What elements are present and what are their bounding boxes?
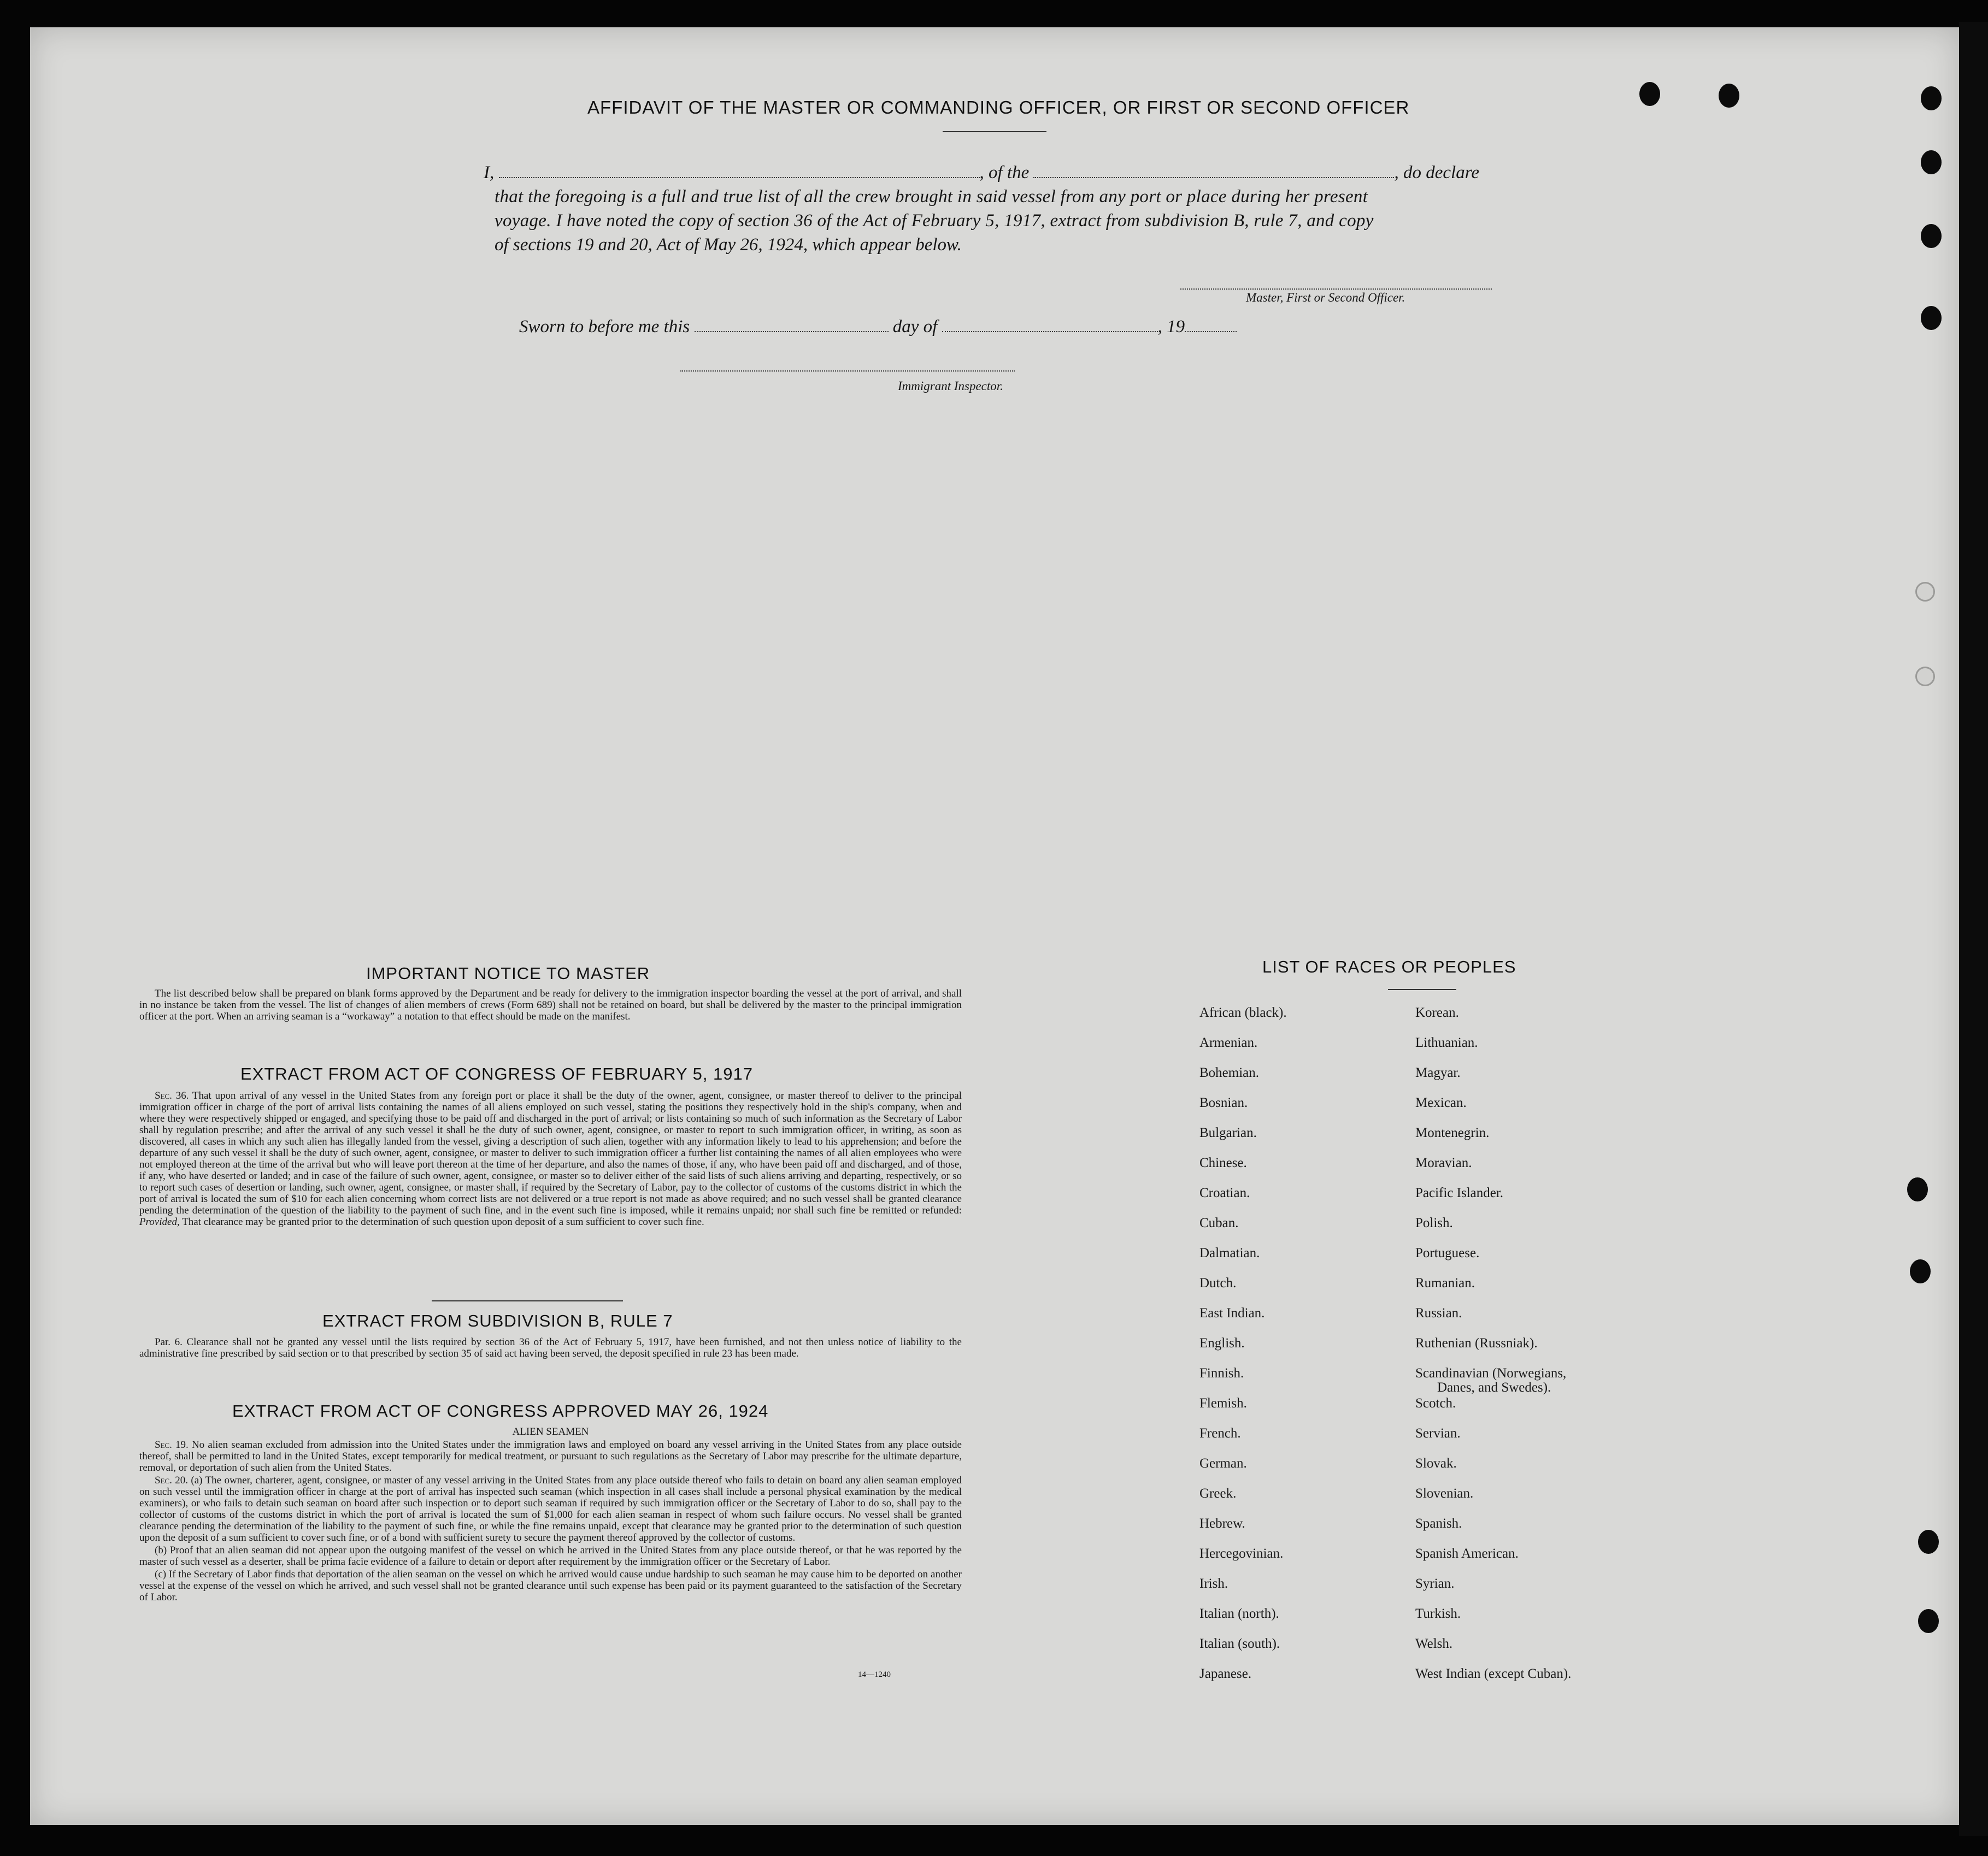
race-item: Spanish American.	[1415, 1546, 1519, 1561]
race-item: East Indian.	[1199, 1306, 1265, 1321]
race-item: Hercegovinian.	[1199, 1546, 1284, 1561]
race-item: Scotch.	[1415, 1396, 1456, 1411]
race-item: Italian (north).	[1199, 1606, 1279, 1621]
race-item: African (black).	[1199, 1005, 1287, 1020]
race-item: Finnish.	[1199, 1366, 1244, 1381]
name-blank[interactable]	[499, 164, 980, 178]
race-item: Italian (south).	[1199, 1636, 1280, 1651]
race-item: Armenian.	[1199, 1035, 1258, 1050]
proviso-text: That clearance may be granted prior to the determination of such question upon deposit of a sum sufficient to cover such fine.	[182, 1216, 704, 1228]
section-20b-paragraph: (b) Proof that an alien seaman did not appear upon the outgoing manifest of the vessel on which he arrived in the United States from any place outside thereof, or that he was reported by the master of such vessel as a deserter, shall be prima facie evidence of a failure to detain or deport after requirement by the immigration officer or the Secretary of Labor.	[139, 1545, 962, 1568]
binding-stub	[1959, 22, 1988, 1836]
binder-hole	[1921, 86, 1942, 110]
binder-hole-outline	[1915, 582, 1935, 602]
notice-title: IMPORTANT NOTICE TO MASTER	[366, 964, 650, 983]
year-label: , 19	[1157, 317, 1185, 337]
binder-hole	[1921, 306, 1942, 330]
extract-1917-body	[139, 1090, 962, 1229]
extract-rule7-title: EXTRACT FROM SUBDIVISION B, RULE 7	[322, 1311, 673, 1330]
section-19-paragraph	[139, 1439, 962, 1474]
race-item: West Indian (except Cuban).	[1415, 1666, 1572, 1681]
declaration-line-2: that the foregoing is a full and true list of all the crew brought in said vessel from any port or place during her present	[495, 187, 1368, 207]
affidavit-title: AFFIDAVIT OF THE MASTER OR COMMANDING OFFICER, OR FIRST OR SECOND OFFICER	[587, 97, 1410, 117]
master-signature-line[interactable]	[1180, 288, 1492, 290]
race-item: Spanish.	[1415, 1516, 1462, 1531]
race-item: Bosnian.	[1199, 1095, 1248, 1110]
inspector-caption: Immigrant Inspector.	[898, 379, 1003, 393]
race-item: French.	[1199, 1426, 1241, 1441]
declaration-line-1	[484, 163, 1479, 183]
vessel-blank[interactable]	[1033, 164, 1394, 178]
race-item: Moravian.	[1415, 1156, 1472, 1170]
race-item: Welsh.	[1415, 1636, 1453, 1651]
race-item: Russian.	[1415, 1306, 1462, 1321]
notice-body	[139, 988, 962, 1023]
section-36-paragraph	[139, 1090, 962, 1228]
race-item: English.	[1199, 1336, 1245, 1351]
race-item: Montenegrin.	[1415, 1126, 1490, 1140]
binder-hole	[1921, 224, 1942, 248]
declaration-line-3: voyage. I have noted the copy of section 36 of the Act of February 5, 1917, extract from subdivision B, rule 7, and copy	[495, 211, 1374, 231]
alien-seamen-subtitle: ALIEN SEAMEN	[512, 1426, 589, 1437]
binder-hole-outline	[1915, 667, 1935, 686]
sworn-line	[519, 317, 1237, 337]
race-item: Lithuanian.	[1415, 1035, 1478, 1050]
decl-do-declare: , do declare	[1394, 163, 1479, 182]
race-item: Syrian.	[1415, 1576, 1455, 1591]
races-title-divider	[1388, 989, 1456, 990]
form-number: 14—1240	[858, 1670, 891, 1679]
race-item: German.	[1199, 1456, 1247, 1471]
day-of-label: day of	[892, 317, 938, 337]
race-item: Flemish.	[1199, 1396, 1247, 1411]
race-item: Hebrew.	[1199, 1516, 1245, 1531]
extract-1917-title: EXTRACT FROM ACT OF CONGRESS OF FEBRUARY 5, 1917	[240, 1064, 754, 1083]
section-20c-paragraph: (c) If the Secretary of Labor finds that deportation of the alien seaman on the vessel on which he arrived would cause undue hardship to such seaman he may cause him to be deported on another vessel at the expense of the vessel on which he arrived, and such vessel shall not be granted clearance until such expense has been paid or its payment guaranteed to the satisfaction of the Secretary of Labor.	[139, 1569, 962, 1603]
decl-i: I,	[484, 163, 495, 182]
section-19-text: No alien seaman excluded from admission into the United States under the immigration laws and employed on board any vessel arriving in the United States from any place outside thereof, shall be permitted to land in the United States, except temporarily for medical treatment, or pursuant to such regulations as the Secretary of Labor may prescribe for the ultimate departure, removal, or deportation of such alien from the United States.	[139, 1439, 962, 1474]
binder-hole	[1918, 1609, 1939, 1633]
notice-paragraph: The list described below shall be prepared on blank forms approved by the Department and be ready for delivery to the immigration inspector boarding the vessel at the port of arrival, and shall in no instance be taken from the vessel. The list of changes of alien members of crews (Form 689) shall not be retained on board, but shall be delivered by the master to the principal immigration officer at the port. When an arriving seaman is a “workaway” a notation to that effect should be made on the manifest.	[139, 988, 962, 1022]
master-caption: Master, First or Second Officer.	[1246, 291, 1405, 304]
binder-hole	[1921, 150, 1942, 174]
declaration-line-4: of sections 19 and 20, Act of May 26, 1924, which appear below.	[495, 235, 962, 255]
binder-hole	[1918, 1530, 1939, 1554]
race-item: Mexican.	[1415, 1095, 1467, 1110]
section-20a-paragraph	[139, 1475, 962, 1543]
binder-hole	[1910, 1259, 1931, 1283]
race-item-continuation: Danes, and Swedes).	[1437, 1380, 1551, 1395]
race-item: Turkish.	[1415, 1606, 1461, 1621]
race-item: Bulgarian.	[1199, 1126, 1257, 1140]
race-item: Pacific Islander.	[1415, 1186, 1504, 1200]
race-item: Servian.	[1415, 1426, 1461, 1441]
race-item: Dalmatian.	[1199, 1246, 1260, 1260]
binder-hole	[1639, 82, 1660, 106]
race-item: Bohemian.	[1199, 1065, 1260, 1080]
race-item: Irish.	[1199, 1576, 1228, 1591]
race-item: Magyar.	[1415, 1065, 1461, 1080]
section-19-label: Sec. 19.	[155, 1439, 189, 1451]
section-36-text: That upon arrival of any vessel in the United States from any foreign port or place it shall be the duty of the owner, agent, consignee, or master thereof to deliver to the principal immigration officer in charge of the port of arrival lists containing the names of all aliens employed on such vessel, stating the positions they respectively hold in the ship's company, when and where they were respectively shipped or engaged, and specifying those to be paid off and discharged in the port of arrival; or lists containing so much of such information as the Secretary of Labor shall by regulation prescribe; and after the arrival of any such vessel it shall be the duty of such owner, agent, consignee, or master to report to such immigration officer, in writing, as soon as discovered, all cases in which any such alien has illegally landed from the vessel, giving a description of such alien, together with any information likely to lead to his apprehension; and before the departure of any such vessel it shall be the duty of such owner, agent, consignee, or master to deliver to such immigration officer a further list containing the names of all alien employees who were not employed thereon at the time of the arrival but who will leave port thereon at the time of her departure, and also the names of those, if any, who have been paid off and discharged, and of those, if any, who have deserted or landed; and in case of the failure of such owner, agent, consignee, or master so to deliver either of the said lists of such aliens arriving and departing, respectively, or so to report such cases of desertion or landing, such owner, agent, consignee, or master shall, if required by the Secretary of Labor, pay to the collector of customs of the customs district in which the port of arrival is located the sum of $10 for each alien concerning whom correct lists are not delivered or a true report is not made as above required; and no such vessel shall be granted clearance pending the determination of the question of the liability to the payment of such fine, and in the event such fine is imposed, while it remains unpaid; nor shall such fine be remitted or refunded:	[139, 1090, 962, 1216]
proviso-label: Provided,	[139, 1216, 180, 1228]
race-item: Croatian.	[1199, 1186, 1250, 1200]
extract-1924-body	[139, 1439, 962, 1604]
document-page	[30, 27, 1959, 1825]
race-item: Slovenian.	[1415, 1486, 1474, 1501]
section-20a-text: (a) The owner, charterer, agent, consignee, or master of any vessel arriving in the United States from any place outside thereof who fails to detain on board any alien seaman employed on such vessel until the immigration officer in charge at the port of arrival has inspected such seaman (which inspection in all cases shall include a personal physical examination by the medical examiners), or who fails to detain such seaman on board after such inspection or to deport such seaman if required by such immigration officer or the Secretary of Labor to do so, shall pay to the collector of customs of the customs district in which the port of arrival is located the sum of $1,000 for each alien seaman in respect of whom such failure occurs. No vessel shall be granted clearance pending the determination of the liability to the payment of such fine, or while the fine remains unpaid, except that clearance may be granted prior to the determination of such question upon the deposit of a sum sufficient to cover such fine, or of a bond with sufficient surety to secure the payment thereof approved by the collector of customs.	[139, 1475, 962, 1543]
title-divider	[943, 131, 1046, 132]
race-item: Scandinavian (Norwegians,	[1415, 1366, 1567, 1381]
inspector-signature-line[interactable]	[680, 370, 1015, 372]
race-item: Slovak.	[1415, 1456, 1457, 1471]
race-item: Rumanian.	[1415, 1276, 1475, 1291]
race-item: Portuguese.	[1415, 1246, 1480, 1260]
sworn-label: Sworn to before me this	[519, 317, 690, 337]
race-item: Polish.	[1415, 1216, 1453, 1230]
race-item: Dutch.	[1199, 1276, 1237, 1291]
race-item: Ruthenian (Russniak).	[1415, 1336, 1538, 1351]
race-item: Japanese.	[1199, 1666, 1252, 1681]
sworn-year-blank[interactable]	[1185, 318, 1237, 332]
extract-1924-title: EXTRACT FROM ACT OF CONGRESS APPROVED MAY 26, 1924	[232, 1401, 769, 1421]
race-item: Korean.	[1415, 1005, 1459, 1020]
race-item: Chinese.	[1199, 1156, 1247, 1170]
binder-hole	[1719, 84, 1739, 108]
binder-hole	[1907, 1177, 1928, 1201]
rule7-paragraph: Par. 6. Clearance shall not be granted any vessel until the lists required by section 36 of the Act of February 5, 1917, have been furnished, and not then unless notice of liability to the administrative fine prescribed by said section or to that prescribed by section 35 of said act having been served, the deposit specified in rule 23 has been made.	[139, 1336, 962, 1359]
section-divider	[432, 1300, 623, 1301]
sworn-month-blank[interactable]	[942, 318, 1158, 332]
decl-of-the: , of the	[979, 163, 1030, 182]
races-title: LIST OF RACES OR PEOPLES	[1262, 957, 1516, 976]
section-20-label: Sec. 20.	[155, 1475, 189, 1486]
race-item: Greek.	[1199, 1486, 1237, 1501]
race-item: Cuban.	[1199, 1216, 1239, 1230]
extract-rule7-body	[139, 1336, 962, 1360]
section-36-label: Sec. 36.	[155, 1090, 189, 1101]
sworn-day-blank[interactable]	[695, 318, 889, 332]
